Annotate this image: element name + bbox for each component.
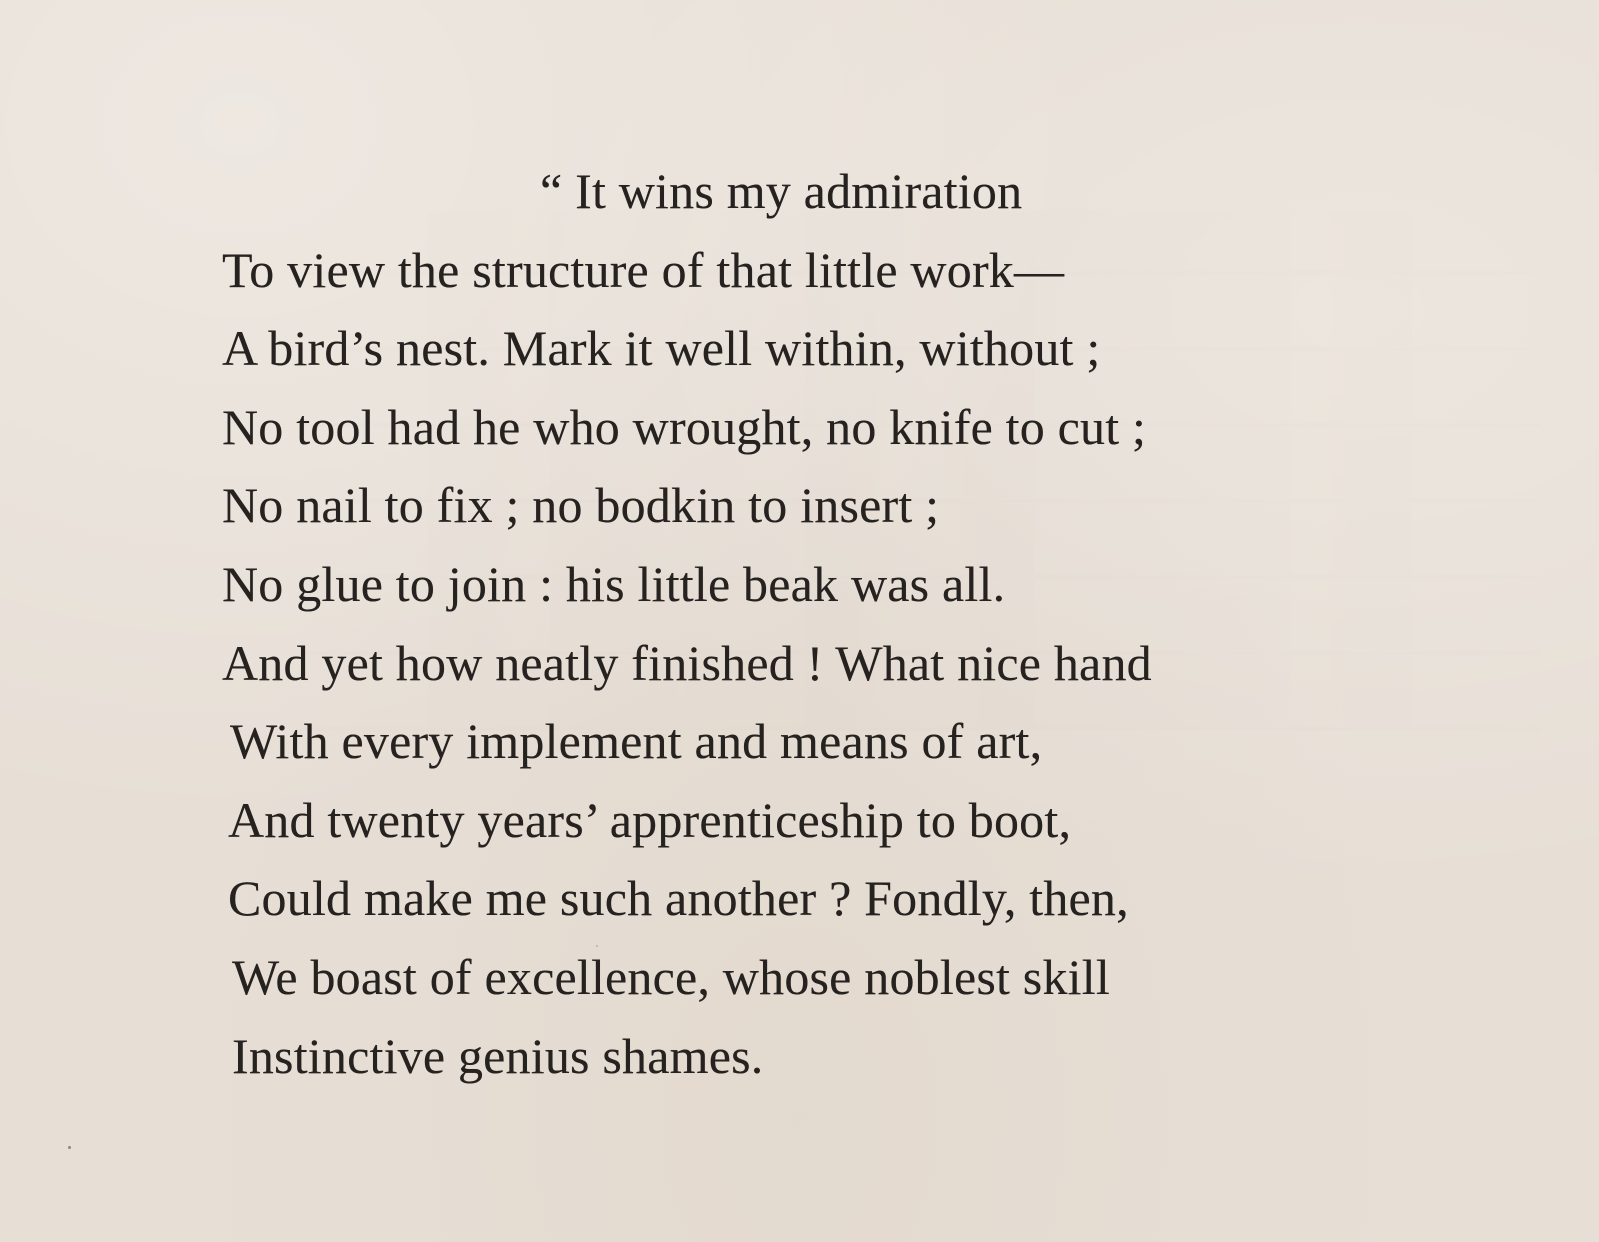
poem-line: With every implement and means of art, [230, 713, 1043, 770]
poem-line: No nail to fix ; no bodkin to insert ; [222, 477, 940, 534]
poem-line: And yet how neatly finished ! What nice hand [222, 634, 1152, 691]
poem-line: No glue to join : his little beak was all. [222, 555, 1006, 612]
poem-line: Could make me such another ? Fondly, then, [228, 870, 1129, 927]
poem-line: Instinctive genius shames. [232, 1027, 764, 1084]
poem-line: And twenty years’ apprenticeship to boot, [228, 791, 1072, 848]
poem-line: No tool had he who wrought, no knife to cut ; [222, 398, 1147, 455]
poem-line: A bird’s nest. Mark it well within, without ; [222, 320, 1101, 377]
poem-line: “ It wins my admiration [540, 163, 1023, 219]
poem-line: We boast of excellence, whose noblest skill [232, 948, 1110, 1005]
paper-speck [68, 1146, 71, 1149]
poem-text [222, 152, 1512, 1095]
poem-line: To view the structure of that little work— [222, 241, 1065, 298]
